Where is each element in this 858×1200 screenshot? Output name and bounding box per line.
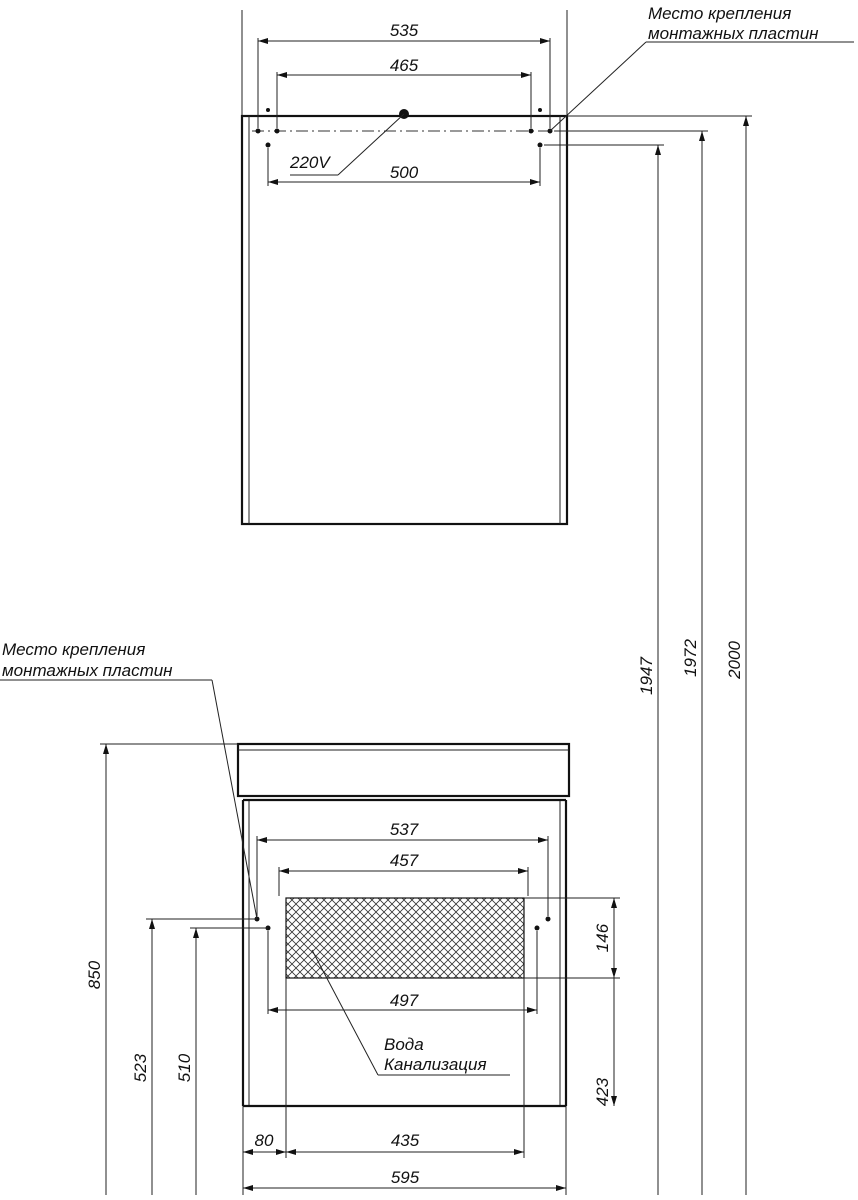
dim-423 — [593, 978, 617, 1106]
top-mount-callout — [550, 4, 854, 131]
dim-850 — [85, 744, 238, 1195]
mirror-cabinet — [242, 10, 567, 524]
dim-label: 80 — [254, 1131, 274, 1150]
mount-hole — [538, 143, 543, 148]
dim-label: 435 — [390, 1131, 420, 1150]
dim-label: 595 — [390, 1168, 420, 1187]
dim-label: 497 — [389, 991, 419, 1010]
power-label: 220V — [290, 153, 330, 172]
dim-label: 1947 — [637, 657, 656, 695]
mount-hole — [535, 926, 540, 931]
height-dims — [544, 116, 752, 1195]
basin-top — [238, 744, 569, 796]
mount-hole — [256, 129, 261, 134]
dim-label: 457 — [389, 851, 419, 870]
bottom-mount-callout — [0, 640, 257, 919]
mount-note-line1: Место крепления — [2, 640, 146, 659]
dim-146 — [524, 898, 620, 978]
utilities-zone — [286, 898, 524, 978]
mount-hole — [538, 108, 542, 112]
dim-label: 146 — [593, 923, 612, 953]
mount-hole — [529, 129, 534, 134]
mount-note-line2: монтажных пластин — [2, 661, 173, 680]
dim-label: 465 — [389, 56, 419, 75]
dim-80-435 — [243, 978, 524, 1195]
dim-510 — [175, 928, 268, 1195]
dim-label: 500 — [389, 163, 419, 182]
dim-523 — [131, 919, 257, 1195]
mount-hole — [275, 129, 280, 134]
mount-note-line1: Место крепления — [648, 4, 792, 23]
mount-hole — [266, 108, 270, 112]
mount-hole — [546, 917, 551, 922]
mount-hole — [266, 143, 271, 148]
dim-label: 523 — [131, 1053, 150, 1083]
dim-label: 535 — [389, 21, 419, 40]
dim-label: 537 — [389, 820, 419, 839]
dim-label: 510 — [175, 1053, 194, 1083]
dim-label: 423 — [593, 1077, 612, 1107]
dim-label: 2000 — [725, 641, 744, 679]
utilities-line2: Канализация — [384, 1055, 487, 1074]
mount-note-line2: монтажных пластин — [648, 24, 819, 43]
dim-label: 1972 — [681, 639, 700, 677]
dim-label: 850 — [85, 960, 104, 990]
dim-457 — [279, 851, 528, 896]
power-callout — [289, 114, 404, 175]
utilities-line1: Вода — [384, 1035, 424, 1054]
